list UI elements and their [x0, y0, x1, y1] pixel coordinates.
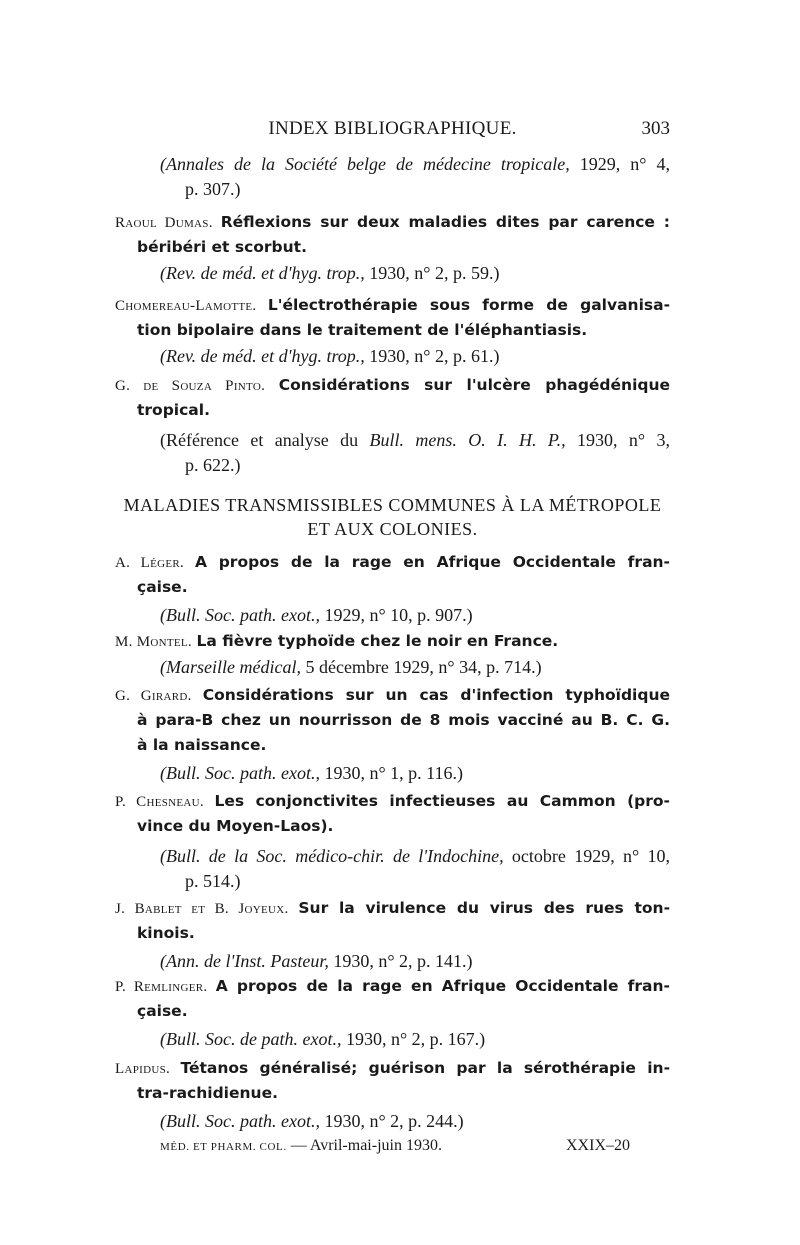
entry-continuation [115, 154, 670, 204]
entry-title: A propos de la rage en Afrique Occidentale fran- [194, 553, 670, 571]
ref-line: (Annales de la Société belge de médecine tropicale, 1929, n° 4, [160, 154, 670, 174]
running-header [115, 118, 670, 148]
section-heading-line: ET AUX COLONIES. [307, 519, 478, 539]
header-title: INDEX BIBLIOGRAPHIQUE. [268, 118, 517, 139]
entry-author: G. de Souza Pinto. [115, 378, 266, 394]
entry-author: Raoul Dumas. [115, 215, 213, 231]
section-heading-line: MALADIES TRANSMISSIBLES COMMUNES À LA MÉTROPOLE [123, 495, 662, 515]
entry-heading [115, 682, 670, 707]
page-footer [160, 1137, 630, 1163]
entry-reference: (Bull. Soc. path. exot., 1929, n° 10, p. 907.) [160, 605, 473, 625]
entry-author: P. Chesneau. [115, 794, 204, 810]
ref-line: p. 307.) [185, 179, 241, 199]
entry-heading [115, 372, 670, 397]
entry-heading [115, 788, 670, 813]
entry-pinto: G. de Souza Pinto. Considérations sur l'ulcère phagédénique tropical. (Référence et analyse du Bull. mens. O. I. H. P., 1930, n° 3, p. 622.) [115, 372, 670, 480]
entry-author: P. Remlinger. [115, 979, 208, 995]
entry-remlinger [115, 973, 670, 1054]
entry-title: tropical. [137, 401, 210, 419]
entry-girard [115, 682, 670, 788]
entry-lapidus [115, 1055, 670, 1136]
entry-chomereau [115, 292, 670, 371]
entry-title: La fièvre typhoïde chez le noir en France. [196, 632, 559, 650]
entry-bablet [115, 895, 670, 976]
entry-title: Sur la virulence du virus des rues ton- [298, 899, 670, 917]
entry-author: G. Girard. [115, 688, 192, 704]
entry-reference: (Rev. de méd. et d'hyg. trop., 1930, n° 2, p. 59.) [160, 263, 500, 283]
entry-reference: (Rev. de méd. et d'hyg. trop., 1930, n° 2, p. 61.) [160, 346, 500, 366]
entry-title: Considérations sur l'ulcère phagédénique [278, 376, 671, 394]
entry-heading [115, 292, 670, 317]
entry-reference: (Bull. Soc. path. exot., 1930, n° 1, p. 116.) [160, 763, 463, 783]
entry-reference: (Bull. de la Soc. médico-chir. de l'Indochine, octobre 1929, n° 10, [160, 846, 671, 866]
entry-dumas [115, 209, 670, 288]
entry-heading [115, 628, 670, 653]
entry-reference: (Bull. Soc. de path. exot., 1930, n° 2, p. 167.) [160, 1029, 486, 1049]
footer-journal: MÉD. ET PHARM. COL. — Avril-mai-juin 1930. [160, 1137, 442, 1154]
entry-title: à la naissance. [137, 736, 267, 754]
entry-title: Réflexions sur deux maladies dites par carence : [220, 213, 670, 231]
footer-signature: XXIX–20 [566, 1137, 630, 1154]
entry-title: Considérations sur un cas d'infection typhoïdique [202, 686, 671, 704]
entry-title: çaise. [137, 578, 188, 596]
entry-title: vince du Moyen-Laos). [137, 817, 334, 835]
entry-montel [115, 628, 670, 682]
entry-chesneau: P. Chesneau. Les conjonctivites infectieuses au Cammon (pro- vince du Moyen-Laos). (Bull. de la Soc. médico-chir. de l'Indochine, octobre 1929, n° 10, p. 514.) [115, 788, 670, 896]
entry-title: tra-rachidienue. [137, 1084, 278, 1102]
entry-reference: (Bull. Soc. path. exot., 1930, n° 2, p. 244.) [160, 1111, 464, 1131]
entry-leger [115, 549, 670, 630]
entry-title: à para-B chez un nourrisson de 8 mois vacciné au B. C. G. [137, 711, 670, 729]
entry-title: tion bipolaire dans le traitement de l'éléphantiasis. [137, 321, 588, 339]
entry-heading [115, 973, 670, 998]
entry-author: Lapidus. [115, 1061, 171, 1077]
entry-title: Les conjonctivites infectieuses au Cammon (pro- [214, 792, 670, 810]
entry-title: A propos de la rage en Afrique Occidentale fran- [215, 977, 670, 995]
entry-heading [115, 895, 670, 920]
entry-reference: (Marseille médical, 5 décembre 1929, n° 34, p. 714.) [160, 657, 542, 677]
entry-title: çaise. [137, 1002, 188, 1020]
entry-title: Tétanos généralisé; guérison par la sérothérapie in- [180, 1059, 671, 1077]
page-number: 303 [641, 118, 670, 139]
entry-author: Chomereau-Lamotte. [115, 298, 257, 314]
entry-author: J. Bablet et B. Joyeux. [115, 901, 289, 917]
entry-heading [115, 209, 670, 234]
entry-author: M. Montel. [115, 634, 192, 650]
entry-reference: (Référence et analyse du Bull. mens. O. I. H. P., 1930, n° 3, [160, 430, 670, 450]
entry-heading [115, 1055, 670, 1080]
entry-title: béribéri et scorbut. [137, 238, 307, 256]
entry-heading [115, 549, 670, 574]
entry-author: A. Léger. [115, 555, 185, 571]
entry-title: kinois. [137, 924, 195, 942]
section-heading [115, 493, 670, 541]
entry-title: L'électrothérapie sous forme de galvanisa- [267, 296, 670, 314]
entry-reference: (Ann. de l'Inst. Pasteur, 1930, n° 2, p. 141.) [160, 951, 473, 971]
